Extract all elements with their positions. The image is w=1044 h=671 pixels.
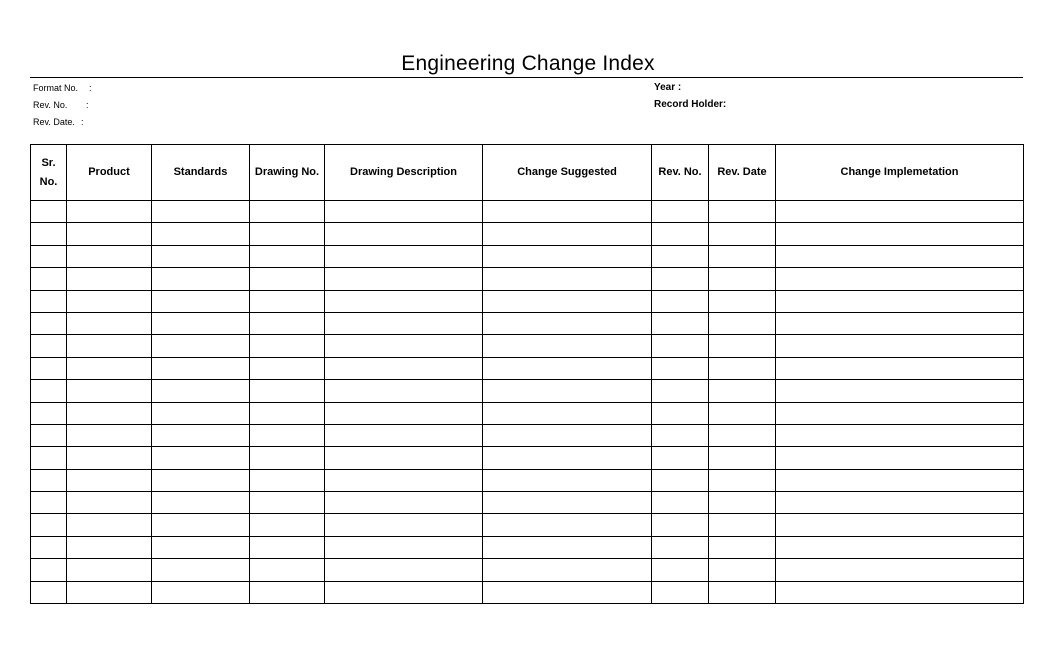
cell-drawing-no[interactable] [250,581,325,603]
cell-sr-no[interactable] [31,335,67,357]
table-row [31,492,1024,514]
table-row [31,514,1024,536]
cell-sr-no[interactable] [31,536,67,558]
table-row [31,245,1024,267]
table-row [31,335,1024,357]
cell-sr-no[interactable] [31,245,67,267]
cell-change-suggested[interactable] [483,536,652,558]
cell-product[interactable] [67,335,152,357]
cell-sr-no[interactable] [31,514,67,536]
cell-drawing-no[interactable] [250,201,325,223]
column-header-standards: Standards [152,145,250,201]
cell-drawing-no[interactable] [250,223,325,245]
cell-standards[interactable] [152,559,250,581]
engineering-change-table [30,144,1024,604]
cell-drawing-no[interactable] [250,469,325,491]
cell-product[interactable] [67,536,152,558]
cell-product[interactable] [67,245,152,267]
cell-change-implementation[interactable] [776,536,1024,558]
cell-standards[interactable] [152,447,250,469]
cell-change-suggested[interactable] [483,312,652,334]
cell-sr-no[interactable] [31,559,67,581]
page-title: Engineering Change Index [401,52,655,75]
cell-rev-date[interactable] [709,559,776,581]
rev-date-field[interactable] [33,117,84,128]
cell-change-suggested[interactable] [483,514,652,536]
cell-drawing-description[interactable] [325,201,483,223]
cell-change-implementation[interactable] [776,424,1024,446]
cell-change-suggested[interactable] [483,335,652,357]
cell-change-implementation[interactable] [776,380,1024,402]
cell-drawing-description[interactable] [325,245,483,267]
cell-standards[interactable] [152,536,250,558]
cell-drawing-no[interactable] [250,514,325,536]
cell-product[interactable] [67,581,152,603]
table-row [31,402,1024,424]
rev-date-label: Rev. Date. [33,117,75,127]
cell-drawing-no[interactable] [250,312,325,334]
cell-sr-no[interactable] [31,402,67,424]
cell-change-suggested[interactable] [483,290,652,312]
cell-rev-no[interactable] [652,514,709,536]
cell-product[interactable] [67,357,152,379]
column-header-product: Product [67,145,152,201]
cell-rev-no[interactable] [652,559,709,581]
cell-rev-no[interactable] [652,357,709,379]
cell-standards[interactable] [152,290,250,312]
cell-sr-no[interactable] [31,201,67,223]
cell-drawing-description[interactable] [325,268,483,290]
cell-rev-date[interactable] [709,514,776,536]
cell-sr-no[interactable] [31,290,67,312]
table-row [31,312,1024,334]
format-no-field[interactable] [33,83,92,94]
cell-change-implementation[interactable] [776,201,1024,223]
cell-sr-no[interactable] [31,357,67,379]
column-header-change-implementation: Change Implemetation [776,145,1024,201]
cell-change-suggested[interactable] [483,268,652,290]
cell-product[interactable] [67,424,152,446]
record-holder-field[interactable]: Record Holder: [654,99,727,110]
cell-change-implementation[interactable] [776,492,1024,514]
cell-drawing-description[interactable] [325,469,483,491]
cell-drawing-no[interactable] [250,357,325,379]
column-header-change-suggested: Change Suggested [483,145,652,201]
format-no-colon: : [89,83,92,93]
cell-drawing-no[interactable] [250,536,325,558]
cell-rev-no[interactable] [652,268,709,290]
cell-rev-date[interactable] [709,447,776,469]
cell-change-implementation[interactable] [776,245,1024,267]
cell-rev-no[interactable] [652,536,709,558]
cell-rev-date[interactable] [709,290,776,312]
cell-product[interactable] [67,447,152,469]
cell-change-implementation[interactable] [776,402,1024,424]
cell-rev-no[interactable] [652,469,709,491]
cell-change-implementation[interactable] [776,290,1024,312]
cell-rev-no[interactable] [652,223,709,245]
cell-product[interactable] [67,492,152,514]
rev-no-label: Rev. No. [33,100,68,110]
cell-drawing-description[interactable] [325,447,483,469]
rev-no-colon: : [86,100,89,110]
column-header-sr-no [31,145,67,201]
cell-product[interactable] [67,290,152,312]
cell-rev-date[interactable] [709,380,776,402]
cell-standards[interactable] [152,402,250,424]
cell-change-suggested[interactable] [483,469,652,491]
cell-standards[interactable] [152,245,250,267]
cell-change-suggested[interactable] [483,380,652,402]
table-row [31,559,1024,581]
cell-drawing-description[interactable] [325,357,483,379]
cell-drawing-no[interactable] [250,447,325,469]
column-header-rev-no: Rev. No. [652,145,709,201]
table-row [31,581,1024,603]
cell-change-suggested[interactable] [483,223,652,245]
cell-rev-date[interactable] [709,469,776,491]
column-header-rev-date: Rev. Date [709,145,776,201]
cell-standards[interactable] [152,581,250,603]
cell-rev-no[interactable] [652,380,709,402]
sr-no-line1: Sr. [41,156,56,169]
table-row [31,447,1024,469]
cell-drawing-description[interactable] [325,581,483,603]
cell-change-implementation[interactable] [776,447,1024,469]
cell-change-implementation[interactable] [776,581,1024,603]
cell-change-suggested[interactable] [483,581,652,603]
rev-date-colon: : [81,117,84,127]
column-header-drawing-no: Drawing No. [250,145,325,201]
format-no-label: Format No. [33,83,79,93]
cell-rev-date[interactable] [709,245,776,267]
cell-standards[interactable] [152,223,250,245]
cell-change-implementation[interactable] [776,268,1024,290]
cell-drawing-description[interactable] [325,424,483,446]
cell-rev-date[interactable] [709,581,776,603]
cell-rev-date[interactable] [709,357,776,379]
cell-rev-no[interactable] [652,312,709,334]
cell-change-implementation[interactable] [776,514,1024,536]
cell-change-implementation[interactable] [776,559,1024,581]
cell-sr-no[interactable] [31,424,67,446]
cell-sr-no[interactable] [31,223,67,245]
cell-product[interactable] [67,268,152,290]
cell-rev-date[interactable] [709,536,776,558]
cell-product[interactable] [67,223,152,245]
cell-rev-date[interactable] [709,424,776,446]
cell-product[interactable] [67,312,152,334]
cell-rev-no[interactable] [652,424,709,446]
cell-rev-date[interactable] [709,312,776,334]
table-header-row [31,145,1024,201]
cell-sr-no[interactable] [31,492,67,514]
cell-rev-no[interactable] [652,581,709,603]
cell-drawing-no[interactable] [250,492,325,514]
cell-standards[interactable] [152,312,250,334]
cell-rev-no[interactable] [652,447,709,469]
table-row [31,380,1024,402]
sr-no-line2: No. [39,175,58,188]
cell-rev-date[interactable] [709,268,776,290]
cell-drawing-description[interactable] [325,380,483,402]
cell-change-suggested[interactable] [483,245,652,267]
cell-rev-no[interactable] [652,335,709,357]
cell-product[interactable] [67,402,152,424]
cell-change-suggested[interactable] [483,424,652,446]
cell-drawing-no[interactable] [250,424,325,446]
cell-standards[interactable] [152,380,250,402]
cell-drawing-description[interactable] [325,223,483,245]
table-row [31,201,1024,223]
table-row [31,290,1024,312]
cell-product[interactable] [67,380,152,402]
cell-drawing-no[interactable] [250,290,325,312]
cell-change-implementation[interactable] [776,312,1024,334]
rev-no-field[interactable] [33,100,89,111]
cell-standards[interactable] [152,335,250,357]
cell-product[interactable] [67,469,152,491]
cell-change-suggested[interactable] [483,201,652,223]
table-row [31,357,1024,379]
cell-rev-date[interactable] [709,492,776,514]
cell-rev-date[interactable] [709,335,776,357]
cell-drawing-description[interactable] [325,514,483,536]
cell-drawing-no[interactable] [250,245,325,267]
table-row [31,536,1024,558]
cell-drawing-description[interactable] [325,312,483,334]
table-row [31,469,1024,491]
cell-change-suggested[interactable] [483,357,652,379]
cell-standards[interactable] [152,492,250,514]
cell-sr-no[interactable] [31,447,67,469]
cell-standards[interactable] [152,514,250,536]
cell-change-implementation[interactable] [776,335,1024,357]
cell-sr-no[interactable] [31,268,67,290]
cell-change-suggested[interactable] [483,559,652,581]
table-row [31,223,1024,245]
cell-change-suggested[interactable] [483,447,652,469]
cell-drawing-no[interactable] [250,380,325,402]
cell-rev-no[interactable] [652,245,709,267]
cell-change-suggested[interactable] [483,492,652,514]
cell-drawing-description[interactable] [325,402,483,424]
table-body [31,201,1024,604]
cell-standards[interactable] [152,268,250,290]
cell-rev-no[interactable] [652,492,709,514]
cell-rev-date[interactable] [709,402,776,424]
cell-product[interactable] [67,559,152,581]
cell-rev-no[interactable] [652,402,709,424]
cell-drawing-description[interactable] [325,492,483,514]
cell-rev-date[interactable] [709,223,776,245]
year-field[interactable]: Year : [654,82,682,93]
cell-drawing-no[interactable] [250,559,325,581]
cell-sr-no[interactable] [31,581,67,603]
cell-standards[interactable] [152,201,250,223]
cell-product[interactable] [67,514,152,536]
cell-change-implementation[interactable] [776,469,1024,491]
cell-change-implementation[interactable] [776,223,1024,245]
cell-standards[interactable] [152,424,250,446]
cell-sr-no[interactable] [31,469,67,491]
cell-rev-no[interactable] [652,290,709,312]
cell-drawing-no[interactable] [250,335,325,357]
table-row [31,424,1024,446]
cell-standards[interactable] [152,357,250,379]
cell-drawing-description[interactable] [325,559,483,581]
cell-sr-no[interactable] [31,380,67,402]
column-header-drawing-description: Drawing Description [325,145,483,201]
cell-change-implementation[interactable] [776,357,1024,379]
cell-drawing-description[interactable] [325,536,483,558]
cell-rev-no[interactable] [652,201,709,223]
cell-drawing-no[interactable] [250,402,325,424]
table-row [31,268,1024,290]
cell-rev-date[interactable] [709,201,776,223]
cell-change-suggested[interactable] [483,402,652,424]
cell-sr-no[interactable] [31,312,67,334]
cell-drawing-no[interactable] [250,268,325,290]
cell-drawing-description[interactable] [325,335,483,357]
title-underline [30,77,1023,78]
cell-standards[interactable] [152,469,250,491]
cell-drawing-description[interactable] [325,290,483,312]
cell-product[interactable] [67,201,152,223]
